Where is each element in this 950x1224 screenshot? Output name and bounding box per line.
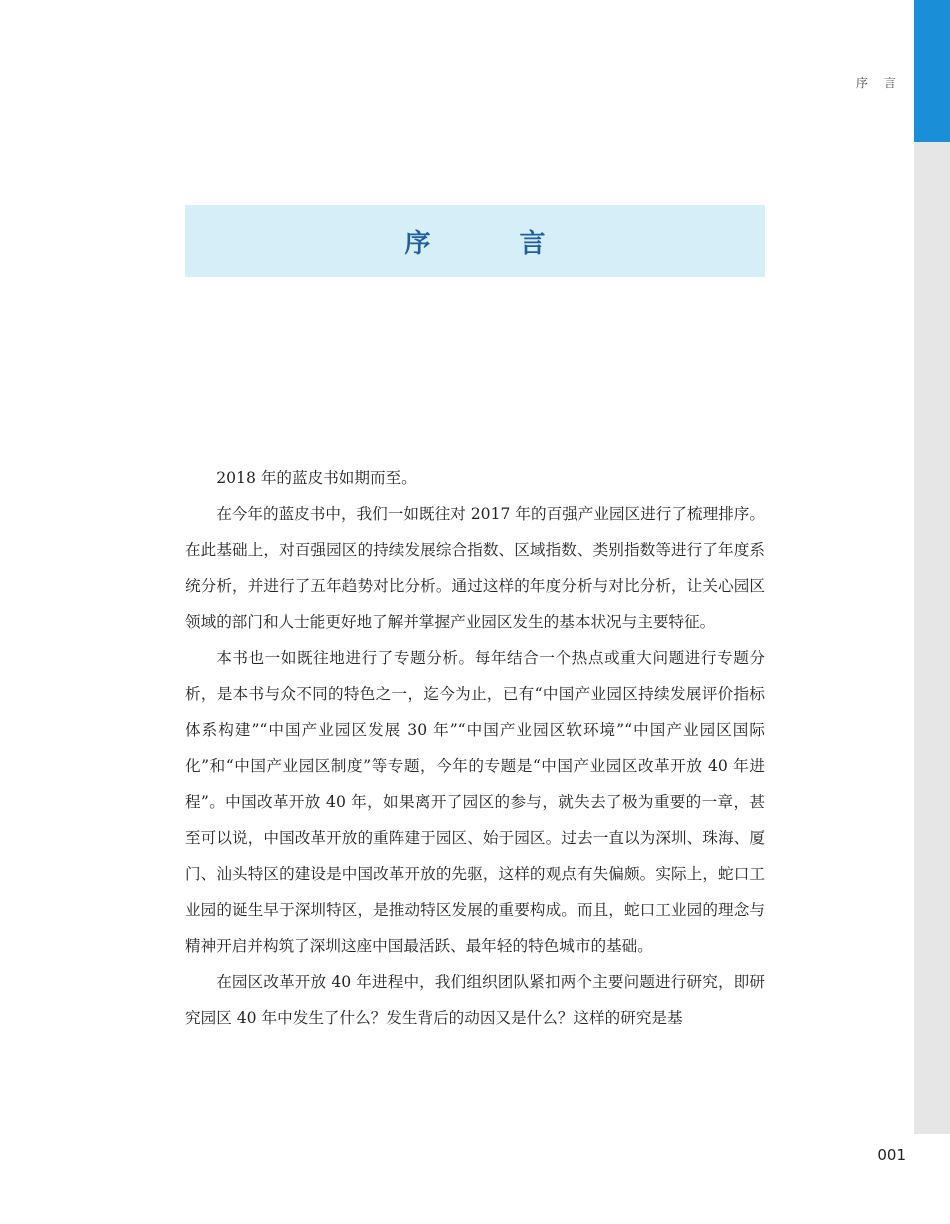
body-text <box>185 460 765 1036</box>
paragraph-4: 在园区改革开放 40 年进程中，我们组织团队紧扣两个主要问题进行研究，即研究园区 40 年中发生了什么？发生背后的动因又是什么？这样的研究是基 <box>185 973 765 1027</box>
paragraph-1: 2018 年的蓝皮书如期而至。 <box>216 469 417 487</box>
page-edge-strip <box>914 0 950 1134</box>
chapter-title: 序 言 <box>404 228 586 259</box>
page-number: 001 <box>877 1146 906 1164</box>
running-head: 序 言 <box>856 76 902 90</box>
paragraph-2: 在今年的蓝皮书中，我们一如既往对 2017 年的百强产业园区进行了梳理排序。在此基础上，对百强园区的持续发展综合指数、区域指数、类别指数等进行了年度系统分析，并进行了五年趋势对比分析。通过这样的年度分析与对比分析，让关心园区领域的部门和人士能更好地了解并掌握产业园区发生的基本状况与主要特征。 <box>185 505 765 631</box>
paragraph-3: 本书也一如既往地进行了专题分析。每年结合一个热点或重大问题进行专题分析，是本书与众不同的特色之一，迄今为止，已有“中国产业园区持续发展评价指标体系构建”“中国产业园区发展 30 年”“中国产业园区软环境”“中国产业园区国际化”和“中国产业园区制度”等专题，今年的专题是“中国产业园区改革开放 40 年进程”。中国改革开放 40 年，如果离开了园区的参与，就失去了极为重要的一章，甚至可以说，中国改革开放的重阵建于园区、始于园区。过去一直以为深圳、珠海、厦门、汕头特区的建设是中国改革开放的先驱，这样的观点有失偏颇。实际上，蛇口工业园的诞生早于深圳特区，是推动特区发展的重要构成。而且，蛇口工业园的理念与精神开启并构筑了深圳这座中国最活跃、最年轻的特色城市的基础。 <box>185 649 765 955</box>
chapter-tab-marker <box>914 0 950 142</box>
title-banner <box>185 205 765 277</box>
